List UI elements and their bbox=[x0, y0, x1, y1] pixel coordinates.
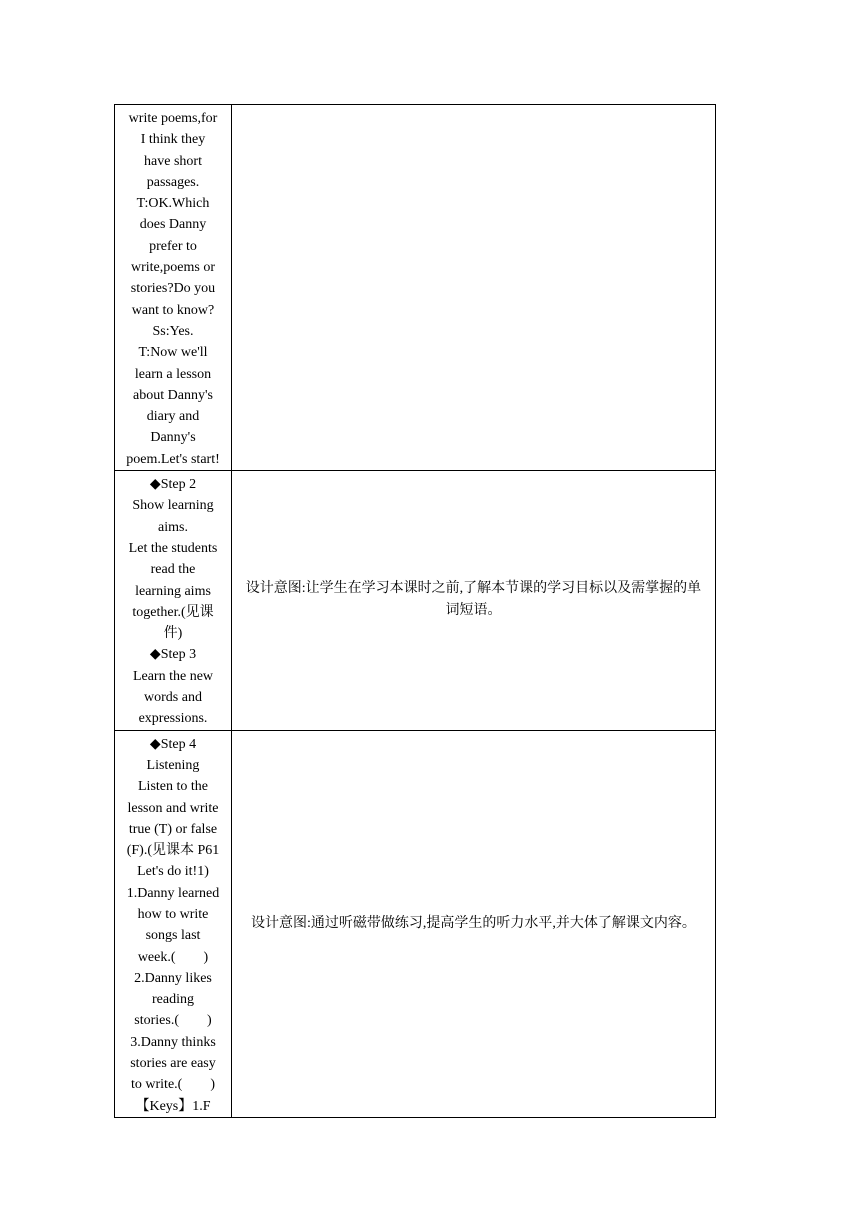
teaching-procedure-cell bbox=[115, 730, 232, 1117]
teaching-procedure-cell bbox=[115, 471, 232, 731]
procedure-line: week.( ) bbox=[137, 949, 209, 965]
procedure-line: expressions. bbox=[138, 711, 208, 727]
procedure-line: Listening bbox=[146, 757, 200, 773]
procedure-line: songs last bbox=[145, 928, 201, 944]
procedure-line: write poems,for bbox=[128, 111, 218, 126]
procedure-line: I think they bbox=[140, 132, 206, 148]
procedure-line: Ss:Yes. bbox=[152, 323, 194, 339]
procedure-line: stories.( ) bbox=[134, 1013, 212, 1029]
procedure-line: 件) bbox=[163, 626, 183, 642]
procedure-line: passages. bbox=[146, 174, 200, 190]
procedure-line: to write.( ) bbox=[131, 1077, 215, 1093]
procedure-line: 3.Danny thinks bbox=[130, 1034, 216, 1050]
procedure-line: stories?Do you bbox=[130, 281, 216, 297]
procedure-line: 【Keys】1.F bbox=[135, 1098, 211, 1114]
teaching-procedure-cell bbox=[115, 105, 232, 471]
procedure-line: ◆Step 4 bbox=[149, 736, 197, 752]
procedure-line: diary and bbox=[146, 409, 200, 425]
procedure-line: write,poems or bbox=[131, 260, 215, 276]
table-row bbox=[115, 105, 716, 471]
procedure-line: stories are easy bbox=[130, 1056, 216, 1072]
procedure-line: Show learning bbox=[132, 498, 214, 514]
procedure-line: have short bbox=[144, 153, 202, 169]
procedure-line: prefer to bbox=[149, 238, 197, 254]
procedure-line: how to write bbox=[137, 906, 209, 922]
procedure-line: Let's do it!1) bbox=[137, 864, 209, 880]
procedure-line: together.(见课 bbox=[132, 604, 214, 620]
procedure-line: does Danny bbox=[139, 217, 207, 233]
procedure-line: read the bbox=[150, 562, 196, 578]
design-intent-text: 设计意图:让学生在学习本课时之前,了解本节课的学习目标以及需掌握的单词短语。 bbox=[245, 581, 702, 619]
design-intent-cell bbox=[232, 105, 716, 471]
procedure-line: T:OK.Which bbox=[136, 196, 210, 212]
procedure-line: aims. bbox=[158, 519, 188, 535]
procedure-line: lesson and write bbox=[127, 800, 219, 816]
procedure-line: ◆Step 3 bbox=[149, 647, 197, 663]
procedure-line: Learn the new bbox=[132, 668, 214, 684]
procedure-line: true (T) or false bbox=[128, 821, 218, 837]
procedure-line: ◆Step 2 bbox=[149, 477, 197, 493]
procedure-line: about Danny's bbox=[133, 387, 213, 403]
procedure-line: learning aims bbox=[135, 583, 211, 599]
procedure-line: reading bbox=[152, 992, 194, 1008]
procedure-line: Listen to the bbox=[138, 779, 208, 795]
procedure-line: words and bbox=[144, 690, 202, 706]
procedure-line: 1.Danny learned bbox=[126, 885, 220, 901]
procedure-line: (F).(见课本 P61 bbox=[126, 843, 220, 859]
lesson-plan-table bbox=[114, 104, 716, 1118]
table-row bbox=[115, 471, 716, 731]
procedure-line: learn a lesson bbox=[134, 366, 212, 382]
design-intent-cell bbox=[232, 730, 716, 1117]
procedure-line: poem.Let's start! bbox=[126, 451, 220, 467]
procedure-line: Danny's bbox=[150, 430, 196, 446]
design-intent-text: 设计意图:通过听磁带做练习,提高学生的听力水平,并大体了解课文内容。 bbox=[251, 915, 696, 931]
procedure-line: T:Now we'll bbox=[138, 345, 208, 361]
table-row bbox=[115, 730, 716, 1117]
design-intent-cell bbox=[232, 471, 716, 731]
procedure-line: want to know? bbox=[131, 302, 215, 318]
procedure-line: 2.Danny likes bbox=[134, 970, 212, 986]
procedure-line: Let the students bbox=[128, 540, 218, 556]
